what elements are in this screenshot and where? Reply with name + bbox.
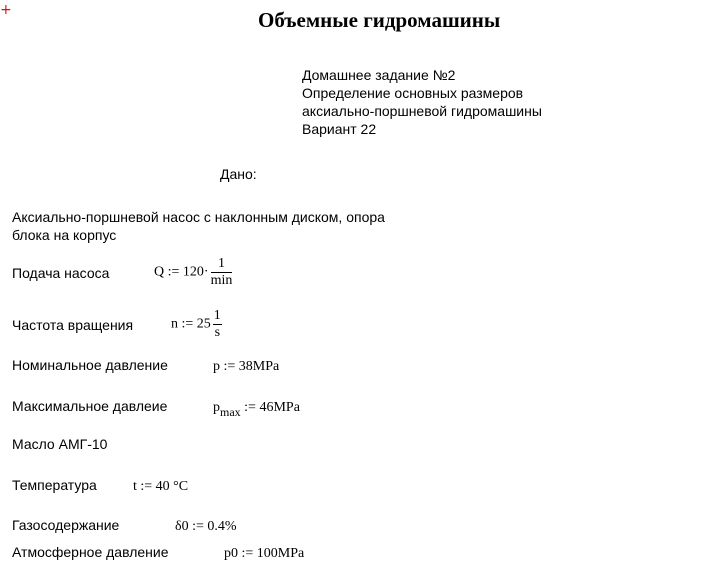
nominal-pressure-expression: p := 38MPa <box>213 359 280 374</box>
speed-frac-den: s <box>214 325 221 340</box>
flow-fraction <box>211 256 233 289</box>
max-pressure-expression <box>213 400 300 420</box>
max-pressure-label: Максимальное давлеие <box>12 398 168 414</box>
speed-var: n <box>171 316 178 332</box>
speed-frac-num: 1 <box>213 308 221 323</box>
given-label: Дано: <box>220 166 257 182</box>
flow-assign: := <box>167 264 180 280</box>
temperature-expression: t := 40 °C <box>133 479 189 494</box>
speed-label: Частота вращения <box>12 317 134 333</box>
temperature-label: Температура <box>12 477 97 493</box>
assignment-topic-line1: Определение основных размеров <box>302 85 524 101</box>
assignment-header <box>302 66 542 138</box>
speed-assign: := <box>181 316 194 332</box>
assignment-number: Домашнее задание №2 <box>302 67 456 83</box>
pump-description-line2: блока на корпус <box>12 227 117 243</box>
flow-expression <box>154 256 232 289</box>
pump-description-line1: Аксиально-поршневой насос с наклонным диском, опора <box>12 209 385 225</box>
max-pressure-var: p <box>213 400 220 415</box>
max-pressure-rest: := 46MPa <box>244 400 300 415</box>
assignment-topic-line2: аксиально-поршневой гидромашины <box>302 103 542 119</box>
page-title: Объемные гидромашины <box>258 8 501 32</box>
speed-expression <box>171 308 222 341</box>
speed-value: 25 <box>196 316 211 332</box>
assignment-variant: Вариант 22 <box>302 121 377 137</box>
speed-fraction <box>213 308 222 341</box>
gas-content-expression: δ0 := 0.4% <box>175 519 237 534</box>
flow-value: 120· <box>182 264 209 280</box>
atm-pressure-expression: p0 := 100MPa <box>224 546 305 561</box>
max-pressure-subscript: max <box>220 405 241 419</box>
flow-frac-num: 1 <box>211 256 233 273</box>
flow-frac-den: min <box>210 273 233 288</box>
red-crosshair-marker: + <box>0 2 12 18</box>
nominal-pressure-label: Номинальное давление <box>12 357 168 373</box>
gas-content-label: Газосодержание <box>12 517 120 533</box>
atm-pressure-label: Атмосферное давление <box>12 544 169 560</box>
oil-label: Масло АМГ-10 <box>12 436 108 452</box>
flow-label: Подача насоса <box>12 265 110 281</box>
flow-var: Q <box>154 264 165 280</box>
pump-description <box>12 208 385 244</box>
